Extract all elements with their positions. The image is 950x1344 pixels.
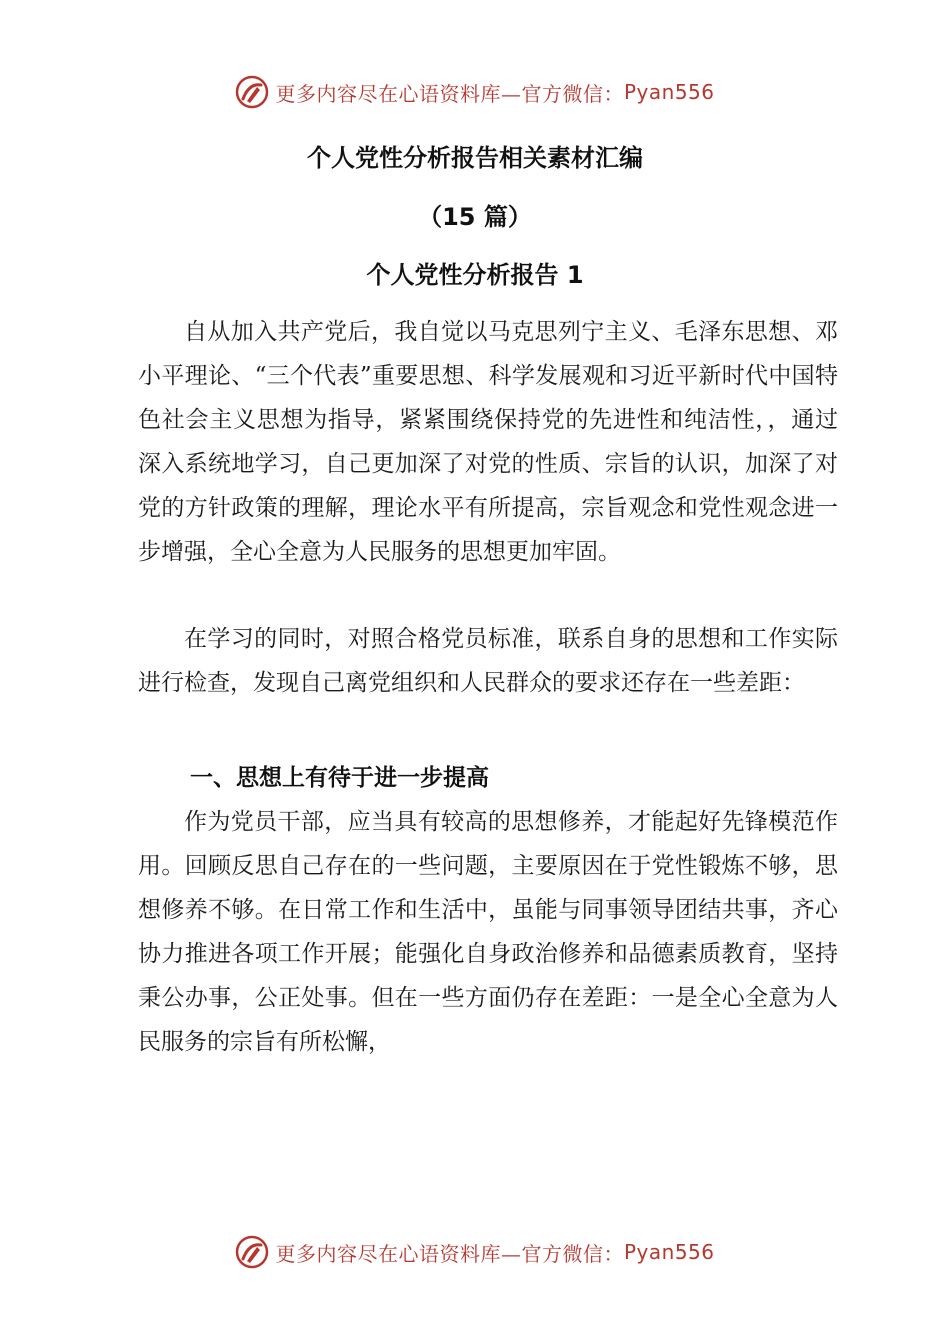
document-subtitle: （15 篇） [418,203,532,231]
banner-wechat-id: Pyan556 [623,80,715,104]
banner-text: 更多内容尽在心语资料库—官方微信： [275,1241,624,1266]
paragraph-text: 作为党员干部，应当具有较高的思想修养，才能起好先锋模范作用。回顾反思自己存在的一些问题，主要原因在于党性锻炼不够，思想修养不够。在日常工作和生活中，虽能与同事领导团结共事，齐心协力推进各项工作开展；能强化自身政治修养和品德素质教育，坚持秉公办事，公正处事。但在一些方面仍存在差距：一是全心全意为人民服务的宗旨有所松懈， [138,809,838,1055]
document-title: 个人党性分析报告相关素材汇编 [307,144,643,172]
section-heading: 一、思想上有待于进一步提高 [190,765,489,791]
paragraph-3 [138,800,838,1064]
brand-logo-icon [235,75,269,109]
paragraph-2 [138,617,838,705]
paragraph-1 [138,310,838,574]
footer-banner [0,1232,950,1272]
banner-text: 更多内容尽在心语资料库—官方微信： [275,81,624,106]
report-title: 个人党性分析报告 1 [366,261,584,289]
paragraph-text: 自从加入共产党后，我自觉以马克思列宁主义、毛泽东思想、邓小平理论、“三个代表”重要思想、科学发展观和习近平新时代中国特色社会主义思想为指导，紧紧围绕保持党的先进性和纯洁性，，通过深入系统地学习，自己更加深了对党的性质、宗旨的认识，加深了对党的方针政策的理解，理论水平有所提高，宗旨观念和党性观念进一步增强，全心全意为人民服务的思想更加牢固。 [138,319,838,565]
paragraph-text: 在学习的同时，对照合格党员标准，联系自身的思想和工作实际进行检查，发现自己离党组织和人民群众的要求还存在一些差距： [138,626,838,696]
brand-logo-icon [235,1235,269,1269]
banner-wechat-id: Pyan556 [623,1240,715,1264]
header-banner [0,72,950,112]
